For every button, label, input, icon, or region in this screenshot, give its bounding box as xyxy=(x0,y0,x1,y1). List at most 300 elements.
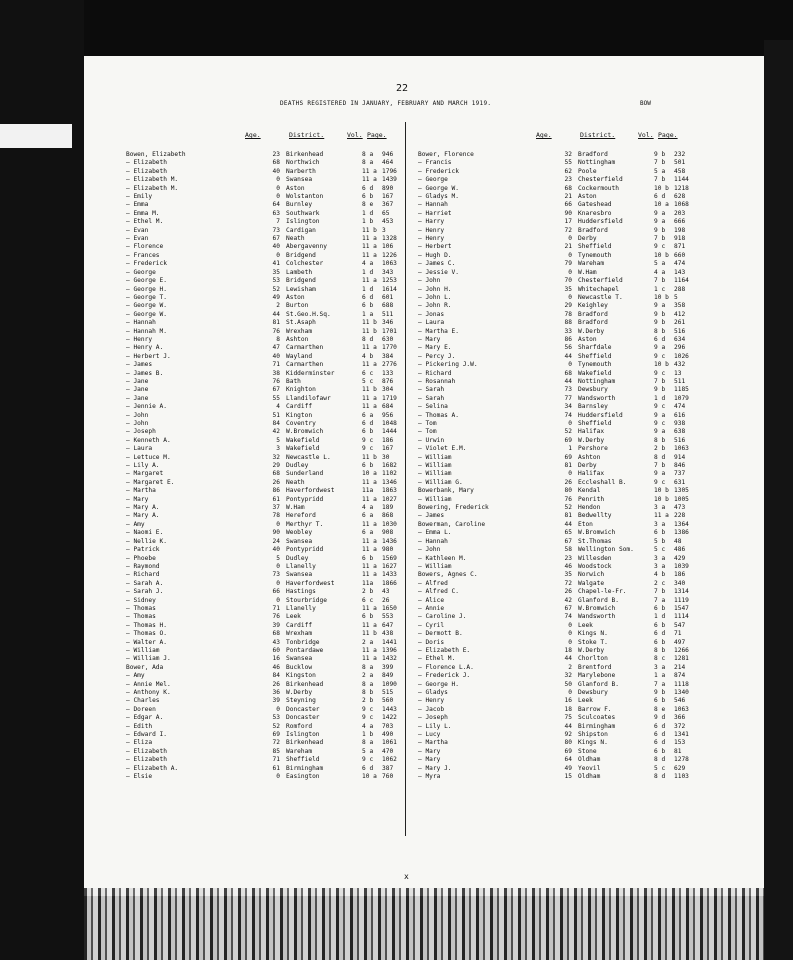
entry-name: — Frederick xyxy=(418,167,459,175)
entry-vol: 11 a xyxy=(362,176,377,184)
entry-vol: 6 b xyxy=(654,621,666,629)
table-row xyxy=(418,546,708,554)
entry-name: — Alfred xyxy=(418,579,448,587)
right-district-heading: District. xyxy=(580,131,616,139)
entry-name: — Harriet xyxy=(418,209,452,217)
entry-name: — William xyxy=(418,462,452,470)
entry-page: 1063 xyxy=(674,705,689,713)
table-row xyxy=(418,201,708,209)
table-row xyxy=(418,681,708,689)
entry-name: — Jane xyxy=(126,394,149,402)
entry-name: — Alfred C. xyxy=(418,588,459,596)
entry-page: 1048 xyxy=(382,420,397,427)
entry-age: 68 xyxy=(272,630,280,638)
entry-age: 67 xyxy=(564,604,572,612)
entry-name: — Mary xyxy=(418,747,441,755)
entry-district: Sunderland xyxy=(286,470,324,478)
table-row xyxy=(126,454,416,462)
entry-page: 26 xyxy=(382,596,390,604)
table-row xyxy=(126,168,416,176)
entry-name: — Amy xyxy=(126,672,145,680)
entry-district: Dudley xyxy=(286,462,309,470)
entry-district: Brentford xyxy=(578,663,612,671)
table-row xyxy=(418,597,708,605)
table-row xyxy=(418,479,708,487)
entry-page: 346 xyxy=(382,319,394,327)
entry-name: — Frederick xyxy=(126,260,167,268)
entry-district: Stoke T. xyxy=(578,638,608,646)
entry-vol: 8 d xyxy=(654,773,666,781)
table-row xyxy=(418,353,708,361)
table-row xyxy=(126,294,416,302)
entry-name: — Raymond xyxy=(126,562,160,570)
entry-district: Northwich xyxy=(286,159,320,167)
entry-page: 153 xyxy=(674,739,686,747)
entry-vol: 6 c xyxy=(362,596,374,604)
entry-name: — Martha E. xyxy=(418,327,459,335)
entry-page: 846 xyxy=(674,462,686,470)
entry-name: — John H. xyxy=(418,285,452,293)
entry-age: 0 xyxy=(568,638,572,646)
entry-age: 41 xyxy=(272,260,280,268)
table-row xyxy=(126,218,416,226)
footer-mark: x xyxy=(404,872,409,881)
entry-name: — Hannah xyxy=(418,537,448,545)
entry-age: 32 xyxy=(272,453,280,461)
table-row xyxy=(126,428,416,436)
entry-age: 44 xyxy=(564,520,572,528)
table-row xyxy=(126,386,416,394)
table-row xyxy=(126,529,416,537)
table-row xyxy=(126,739,416,747)
entry-vol: 4 b xyxy=(654,571,666,579)
entry-vol: 6 b xyxy=(362,462,374,470)
entry-name: — William xyxy=(418,562,452,570)
entry-page: 473 xyxy=(674,504,686,512)
entry-page: 486 xyxy=(674,546,686,554)
entry-name: — Mary E. xyxy=(418,344,452,352)
entry-vol: 8 e xyxy=(362,201,374,209)
entry-district: Kendal xyxy=(578,487,601,495)
entry-vol: 6 a xyxy=(362,411,374,419)
entry-page: 1281 xyxy=(674,655,689,663)
table-row xyxy=(418,361,708,369)
table-row xyxy=(126,630,416,638)
entry-name: — Ethel M. xyxy=(126,218,164,226)
entry-district: Easington xyxy=(286,773,320,781)
table-row xyxy=(418,571,708,579)
table-row xyxy=(418,185,708,193)
table-row xyxy=(418,487,708,495)
entry-district: Islington xyxy=(286,731,320,739)
entry-age: 64 xyxy=(272,201,280,209)
entry-name: — William xyxy=(418,495,452,503)
entry-district: Pershore xyxy=(578,445,608,453)
entry-name: — Thomas xyxy=(126,613,156,621)
entry-page: 1062 xyxy=(382,756,397,764)
entry-vol: 11 a xyxy=(362,537,377,545)
entry-district: Burton xyxy=(286,302,309,310)
entry-page: 1432 xyxy=(382,655,397,663)
entry-name: Bowerman, Caroline xyxy=(418,520,486,528)
table-row xyxy=(418,328,708,336)
entry-vol: 4 a xyxy=(654,268,666,276)
entry-vol: 8 a xyxy=(362,159,374,167)
entry-name: — Dermott B. xyxy=(418,630,463,638)
register-page xyxy=(84,56,764,896)
entry-page: 5 xyxy=(674,293,678,301)
entry-district: Wandsworth xyxy=(578,613,616,621)
entry-page: 634 xyxy=(674,335,686,343)
entry-name: — Thomas xyxy=(126,604,156,612)
entry-district: Ashton xyxy=(578,453,601,461)
entry-page: 1079 xyxy=(674,394,689,402)
table-row xyxy=(126,689,416,697)
entry-vol: 9 c xyxy=(362,714,374,722)
table-row xyxy=(126,723,416,731)
entry-vol: 10 b xyxy=(654,184,669,192)
entry-vol: 4 b xyxy=(362,352,374,360)
entry-age: 42 xyxy=(272,428,280,436)
entry-age: 0 xyxy=(276,579,280,587)
entry-name: — Patrick xyxy=(126,546,160,554)
entry-name: — Martha xyxy=(126,487,156,495)
entry-age: 69 xyxy=(272,731,280,739)
entry-age: 72 xyxy=(564,226,572,234)
table-row xyxy=(418,269,708,277)
entry-age: 56 xyxy=(564,344,572,352)
entry-name: Bowen, Elizabeth xyxy=(126,151,186,158)
entry-name: — Myra xyxy=(418,773,441,781)
entry-page: 1346 xyxy=(382,478,397,486)
table-row xyxy=(126,765,416,773)
entry-name: — George W. xyxy=(126,310,167,318)
entry-district: Walgate xyxy=(578,579,605,587)
entry-page: 1770 xyxy=(382,344,397,352)
entry-district: Southwark xyxy=(286,209,320,217)
entry-vol: 10 a xyxy=(654,201,669,209)
entry-district: Barrow F. xyxy=(578,705,612,713)
entry-vol: 8 b xyxy=(654,436,666,444)
entry-district: Knaresbro xyxy=(578,209,612,217)
entry-vol: 11 a xyxy=(362,546,377,554)
entry-age: 80 xyxy=(564,487,572,495)
entry-page: 490 xyxy=(382,731,394,739)
entry-page: 1039 xyxy=(674,562,689,570)
table-row xyxy=(126,328,416,336)
entry-name: — Thomas O. xyxy=(126,630,167,638)
entry-name: — Frederick J. xyxy=(418,672,471,680)
entry-district: Wandsworth xyxy=(578,394,616,402)
table-row xyxy=(126,714,416,722)
entry-district: W.Bromwich xyxy=(578,604,616,612)
entry-age: 38 xyxy=(272,369,280,377)
entry-vol: 2 b xyxy=(654,445,666,453)
table-row xyxy=(126,277,416,285)
entry-page: 647 xyxy=(382,621,394,629)
entry-vol: 6 d xyxy=(362,293,374,301)
entry-district: Colchester xyxy=(286,260,324,268)
entry-vol: 2 b xyxy=(362,588,374,596)
entry-vol: 9 a xyxy=(654,428,666,436)
entry-age: 76 xyxy=(564,495,572,503)
entry-page: 515 xyxy=(382,689,394,696)
entry-vol: 6 d xyxy=(654,630,666,638)
right-entries xyxy=(418,151,708,781)
entry-page: 1114 xyxy=(674,613,689,621)
table-row xyxy=(126,672,416,680)
entry-vol: 6 b xyxy=(362,613,374,621)
entry-page: 688 xyxy=(382,302,394,310)
entry-vol: 6 c xyxy=(362,369,374,377)
table-row xyxy=(418,555,708,563)
table-row xyxy=(126,504,416,512)
entry-name: — Henry A. xyxy=(126,344,164,352)
table-row xyxy=(418,210,708,218)
entry-vol: 8 c xyxy=(654,655,666,663)
table-row xyxy=(126,538,416,546)
table-row xyxy=(126,210,416,218)
entry-name: — Percy J. xyxy=(418,352,456,360)
entry-vol: 10 a xyxy=(362,773,377,781)
table-row xyxy=(126,512,416,520)
table-row xyxy=(418,622,708,630)
table-row xyxy=(418,311,708,319)
entry-district: St.Asaph xyxy=(286,319,316,327)
entry-page: 890 xyxy=(382,184,394,192)
entry-vol: 9 c xyxy=(654,243,666,251)
entry-age: 40 xyxy=(272,546,280,554)
entry-district: Wakefield xyxy=(286,436,320,444)
entry-page: 1144 xyxy=(674,176,689,184)
entry-age: 44 xyxy=(272,310,280,318)
entry-vol: 11 a xyxy=(362,235,377,243)
entry-vol: 3 a xyxy=(654,663,666,671)
entry-page: 2776 xyxy=(382,361,397,369)
entry-vol: 6 b xyxy=(654,747,666,755)
entry-age: 76 xyxy=(272,377,280,385)
entry-district: Bath xyxy=(286,377,301,385)
entry-age: 0 xyxy=(276,176,280,184)
entry-district: Wrexham xyxy=(286,327,313,335)
left-page-heading: Page. xyxy=(367,131,387,139)
entry-name: — Tom xyxy=(418,420,437,427)
table-row xyxy=(126,496,416,504)
entry-district: Swansea xyxy=(286,571,313,579)
entry-name: — Emma L. xyxy=(418,529,452,537)
table-row xyxy=(126,731,416,739)
entry-name: — George W. xyxy=(126,302,167,310)
table-row xyxy=(418,403,708,411)
entry-vol: 5 b xyxy=(654,537,666,545)
entry-district: Swansea xyxy=(286,176,313,184)
entry-district: Huddersfield xyxy=(578,411,623,419)
entry-page: 1068 xyxy=(674,201,689,209)
entry-vol: 11 a xyxy=(362,277,377,285)
table-row xyxy=(126,344,416,352)
entry-name: — George T. xyxy=(126,293,167,301)
entry-district: Aston xyxy=(578,335,597,343)
entry-district: Keighley xyxy=(578,302,608,310)
table-row xyxy=(126,571,416,579)
table-row xyxy=(418,748,708,756)
entry-age: 39 xyxy=(272,621,280,629)
entry-name: — William xyxy=(126,646,160,654)
entry-district: Cardigan xyxy=(286,226,316,234)
entry-page: 849 xyxy=(382,672,394,680)
entry-vol: 10 b xyxy=(654,251,669,259)
entry-age: 32 xyxy=(564,672,572,680)
entry-name: — Selina xyxy=(418,403,448,411)
entry-district: Chesterfield xyxy=(578,176,623,184)
entry-district: Sheffield xyxy=(578,420,612,427)
entry-name: — Lucy xyxy=(418,731,441,739)
entry-page: 470 xyxy=(382,747,394,755)
entry-district: Pontypridd xyxy=(286,495,324,503)
entry-vol: 1 b xyxy=(362,218,374,226)
top-film-edge xyxy=(84,0,793,56)
entry-page: 1386 xyxy=(674,529,689,537)
entry-name: — George xyxy=(126,268,156,276)
entry-district: Barnsley xyxy=(578,403,608,411)
entry-age: 4 xyxy=(276,403,280,411)
entry-vol: 6 d xyxy=(362,184,374,192)
entry-vol: 6 b xyxy=(362,193,374,201)
entry-age: 92 xyxy=(564,731,572,739)
entry-name: — Sarah xyxy=(418,386,445,394)
entry-name: — Evan xyxy=(126,226,149,234)
entry-name: — Nellie K. xyxy=(126,537,167,545)
entry-age: 84 xyxy=(272,672,280,680)
entry-age: 16 xyxy=(564,697,572,705)
entry-age: 2 xyxy=(276,302,280,310)
entry-district: Islington xyxy=(286,218,320,226)
entry-district: Willesden xyxy=(578,554,612,562)
entry-age: 73 xyxy=(564,386,572,394)
entry-name: — Thomas A. xyxy=(418,411,459,419)
entry-district: Derby xyxy=(578,235,597,243)
entry-vol: 1 d xyxy=(654,613,666,621)
entry-age: 66 xyxy=(564,201,572,209)
entry-district: Wareham xyxy=(578,260,605,268)
entry-page: 546 xyxy=(674,697,686,705)
entry-age: 29 xyxy=(272,462,280,470)
entry-name: — Elizabeth xyxy=(126,747,167,755)
table-row xyxy=(126,269,416,277)
entry-district: Bucklow xyxy=(286,663,313,671)
entry-name: — William xyxy=(418,453,452,461)
entry-name: — Annie xyxy=(418,604,445,612)
entry-page: 918 xyxy=(674,235,686,243)
entry-age: 53 xyxy=(272,714,280,722)
entry-name: — Rosannah xyxy=(418,377,456,385)
entry-page: 367 xyxy=(382,201,394,209)
entry-age: 37 xyxy=(272,504,280,512)
table-row xyxy=(126,655,416,663)
entry-age: 81 xyxy=(564,512,572,520)
table-row xyxy=(126,639,416,647)
entry-vol: 4 a xyxy=(362,504,374,512)
entry-vol: 11 a xyxy=(362,520,377,528)
entry-page: 1444 xyxy=(382,428,397,436)
entry-vol: 11 a xyxy=(362,361,377,369)
entry-age: 0 xyxy=(568,251,572,259)
entry-name: — Mary xyxy=(126,495,149,503)
entry-district: Kidderminster xyxy=(286,369,335,377)
entry-name: — Pickering J.W. xyxy=(418,361,478,369)
entry-page: 358 xyxy=(674,302,686,310)
table-row xyxy=(126,176,416,184)
entry-vol: 9 a xyxy=(654,218,666,226)
entry-page: 876 xyxy=(382,377,394,385)
entry-name: — Elizabeth M. xyxy=(126,176,179,184)
entry-name: — Margaret xyxy=(126,470,164,478)
table-row xyxy=(418,420,708,428)
entry-district: Chapel-le-Fr. xyxy=(578,588,627,596)
entry-page: 1627 xyxy=(382,562,397,570)
entry-page: 1701 xyxy=(382,327,397,335)
entry-vol: 8 b xyxy=(654,646,666,654)
entry-vol: 11 a xyxy=(362,394,377,402)
entry-district: Leek xyxy=(578,621,593,629)
entry-age: 0 xyxy=(276,184,280,192)
entry-page: 288 xyxy=(674,285,686,293)
entry-age: 26 xyxy=(272,680,280,688)
entry-age: 73 xyxy=(272,226,280,234)
entry-age: 35 xyxy=(564,571,572,579)
entry-district: Wayland xyxy=(286,352,313,360)
entry-name: — Sidney xyxy=(126,596,156,604)
table-row xyxy=(126,311,416,319)
entry-vol: 5 a xyxy=(362,747,374,755)
entry-page: 1719 xyxy=(382,394,397,402)
entry-district: Derby xyxy=(578,462,597,470)
table-row xyxy=(418,470,708,478)
entry-name: — George H. xyxy=(418,680,459,688)
entry-page: 760 xyxy=(382,773,394,781)
entry-age: 81 xyxy=(272,319,280,327)
entry-name: — Harry xyxy=(418,218,445,226)
entry-age: 0 xyxy=(568,689,572,696)
entry-district: Coventry xyxy=(286,420,316,427)
entry-name: — Elizabeth xyxy=(126,159,167,167)
entry-district: Weobley xyxy=(286,529,313,537)
entry-name: — Annie Mel. xyxy=(126,680,171,688)
table-row xyxy=(418,176,708,184)
entry-age: 32 xyxy=(564,151,572,158)
table-row xyxy=(418,445,708,453)
entry-district: Llanelly xyxy=(286,562,316,570)
entry-district: Woodstock xyxy=(578,562,612,570)
table-row xyxy=(418,151,708,159)
entry-page: 980 xyxy=(382,546,394,554)
entry-age: 35 xyxy=(272,268,280,276)
entry-district: Birkenhead xyxy=(286,680,324,688)
table-row xyxy=(418,723,708,731)
entry-age: 34 xyxy=(564,403,572,411)
entry-vol: 5 a xyxy=(654,260,666,268)
entry-page: 1863 xyxy=(382,487,397,495)
entry-name: — Doris xyxy=(418,638,445,646)
entry-vol: 5 a xyxy=(654,167,666,175)
table-row xyxy=(418,395,708,403)
entry-vol: 6 d xyxy=(362,764,374,772)
table-row xyxy=(418,294,708,302)
entry-vol: 1 d xyxy=(362,268,374,276)
table-row xyxy=(126,185,416,193)
table-row xyxy=(126,370,416,378)
entry-page: 737 xyxy=(674,470,686,478)
